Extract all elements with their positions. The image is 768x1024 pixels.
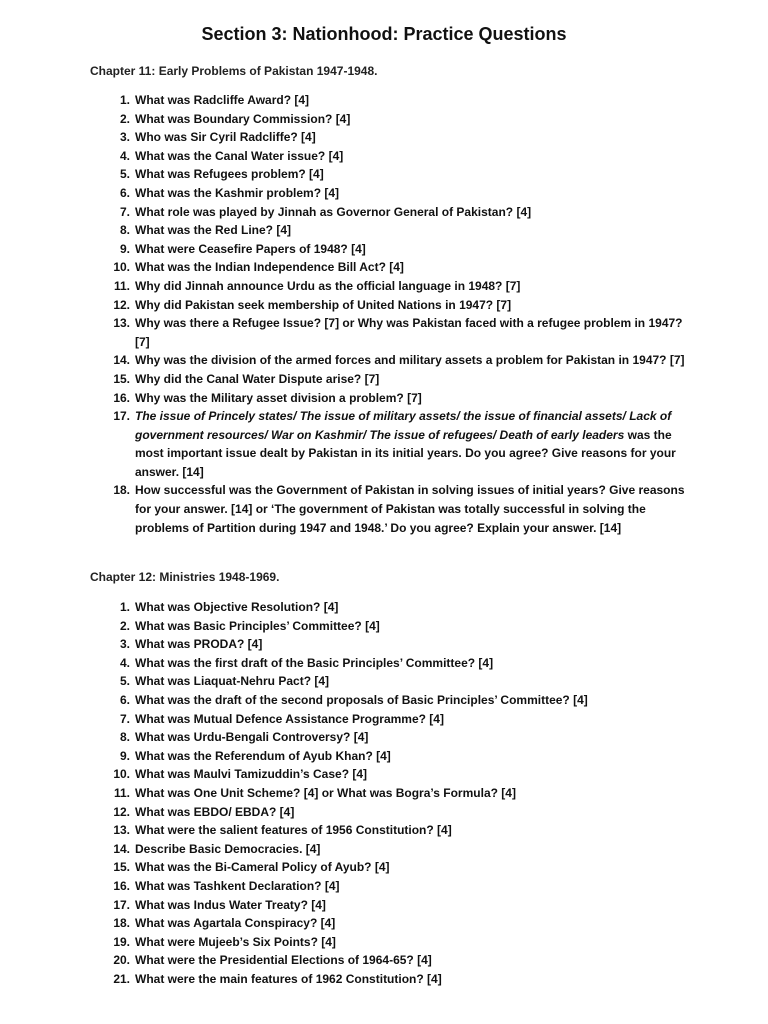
- question-item: [90, 691, 690, 710]
- question-item: [90, 896, 690, 915]
- question-text: What role was played by Jinnah as Governor General of Pakistan? [4]: [135, 204, 532, 219]
- question-number: 15.: [113, 371, 130, 386]
- question-item: [90, 407, 690, 481]
- question-text: What was the Referendum of Ayub Khan? [4]: [135, 748, 391, 763]
- question-text: What was the Indian Independence Bill Act? [4]: [135, 260, 404, 275]
- question-text: What was PRODA? [4]: [135, 637, 263, 652]
- question-number: 9.: [119, 748, 130, 763]
- question-item: [90, 635, 690, 654]
- question-number: 20.: [113, 953, 130, 968]
- question-item: [90, 296, 690, 315]
- question-text: What was the Bi-Cameral Policy of Ayub? [4]: [135, 860, 390, 875]
- question-number: 3.: [119, 637, 130, 652]
- chapter-12-heading: Chapter 12: Ministries 1948-1969.: [90, 570, 280, 584]
- question-text: What was One Unit Scheme? [4] or What was Bogra’s Formula? [4]: [135, 785, 516, 800]
- question-text: What was the Canal Water issue? [4]: [135, 148, 344, 163]
- question-item: [90, 147, 690, 166]
- question-text: What were Mujeeb’s Six Points? [4]: [135, 934, 336, 949]
- question-item: [90, 672, 690, 691]
- chapter-11-question-list: [90, 91, 690, 537]
- chapter-11-heading: Chapter 11: Early Problems of Pakistan 1947-1948.: [90, 64, 378, 78]
- chapter-12-question-list: [90, 598, 690, 988]
- question-number: 13.: [113, 316, 130, 331]
- question-text: What were the salient features of 1956 Constitution? [4]: [135, 823, 452, 838]
- question-number: 17.: [113, 409, 130, 424]
- question-number: 6.: [119, 692, 130, 707]
- question-text: Why was the Military asset division a problem? [7]: [135, 390, 422, 405]
- question-text: What was the Kashmir problem? [4]: [135, 185, 340, 200]
- question-text: What was Radcliffe Award? [4]: [135, 93, 310, 107]
- question-item: [90, 184, 690, 203]
- question-item: [90, 277, 690, 296]
- question-item: [90, 617, 690, 636]
- question-number: 16.: [113, 390, 130, 405]
- question-number: 19.: [113, 934, 130, 949]
- question-item: [90, 840, 690, 859]
- question-text: was the most important issue dealt by Pakistan in its initial years. Do you agree? Give reasons for your answer. [14]: [135, 427, 676, 479]
- question-number: 2.: [119, 111, 130, 126]
- question-item: [90, 240, 690, 259]
- question-number: 10.: [113, 767, 130, 782]
- question-text: Who was Sir Cyril Radcliffe? [4]: [135, 130, 316, 145]
- question-item: [90, 481, 690, 537]
- question-text: What was Agartala Conspiracy? [4]: [135, 916, 336, 931]
- question-text: What was Mutual Defence Assistance Programme? [4]: [135, 711, 444, 726]
- question-item: [90, 165, 690, 184]
- question-item: [90, 314, 690, 351]
- question-number: 18.: [113, 916, 130, 931]
- question-item: [90, 728, 690, 747]
- question-item: [90, 765, 690, 784]
- question-item: [90, 914, 690, 933]
- question-text: What was Basic Principles’ Committee? [4]: [135, 618, 380, 633]
- question-item: [90, 654, 690, 673]
- question-number: 7.: [119, 204, 130, 219]
- question-text: What was Liaquat-Nehru Pact? [4]: [135, 674, 330, 689]
- question-item: [90, 821, 690, 840]
- question-number: 4.: [119, 148, 130, 163]
- question-text: What were Ceasefire Papers of 1948? [4]: [135, 241, 366, 256]
- question-item: [90, 128, 690, 147]
- question-item: [90, 877, 690, 896]
- question-number: 10.: [113, 260, 130, 275]
- question-number: 1.: [119, 600, 130, 614]
- question-text: Why was there a Refugee Issue? [7] or Why was Pakistan faced with a refugee problem in 1947? [7]: [135, 316, 683, 349]
- question-number: 4.: [119, 655, 130, 670]
- question-text: What was Urdu-Bengali Controversy? [4]: [135, 730, 369, 745]
- question-number: 21.: [113, 971, 130, 986]
- question-item: [90, 858, 690, 877]
- question-text: What was Objective Resolution? [4]: [135, 600, 339, 614]
- question-number: 8.: [119, 223, 130, 238]
- question-number: 1.: [119, 93, 130, 107]
- question-item: [90, 598, 690, 617]
- question-number: 6.: [119, 185, 130, 200]
- question-item: [90, 389, 690, 408]
- question-item: [90, 351, 690, 370]
- question-text: Why did Pakistan seek membership of United Nations in 1947? [7]: [135, 297, 512, 312]
- question-item: [90, 803, 690, 822]
- question-number: 16.: [113, 878, 130, 893]
- question-text: What was Indus Water Treaty? [4]: [135, 897, 326, 912]
- question-item: [90, 970, 690, 989]
- question-number: 8.: [119, 730, 130, 745]
- question-text: What was Tashkent Declaration? [4]: [135, 878, 340, 893]
- question-text: Why was the division of the armed forces and military assets a problem for Pakistan in 1947? [7]: [135, 353, 685, 368]
- question-item: [90, 933, 690, 952]
- question-text: What was EBDO/ EBDA? [4]: [135, 804, 295, 819]
- question-text: How successful was the Government of Pakistan in solving issues of initial years? Give reasons for your answer. [14] or ‘The government of Pakistan was totally successful in solving the problems of Partition during 1947 and 1948.’ Do you agree? Explain your answer. [14]: [135, 483, 685, 535]
- question-number: 11.: [113, 278, 130, 293]
- question-number: 3.: [119, 130, 130, 145]
- question-text: Why did the Canal Water Dispute arise? [7]: [135, 371, 380, 386]
- question-number: 9.: [119, 241, 130, 256]
- question-text: Why did Jinnah announce Urdu as the official language in 1948? [7]: [135, 278, 521, 293]
- question-number: 13.: [113, 823, 130, 838]
- question-number: 12.: [113, 804, 130, 819]
- question-text: What were the Presidential Elections of 1964-65? [4]: [135, 953, 432, 968]
- question-item: [90, 951, 690, 970]
- question-text: What was Boundary Commission? [4]: [135, 111, 351, 126]
- question-item: [90, 203, 690, 222]
- question-text: What was the draft of the second proposals of Basic Principles’ Committee? [4]: [135, 692, 588, 707]
- question-text: Describe Basic Democracies. [4]: [135, 841, 321, 856]
- question-number: 12.: [113, 297, 130, 312]
- question-number: 14.: [113, 841, 130, 856]
- question-item: [90, 258, 690, 277]
- question-item: [90, 110, 690, 129]
- question-italic-text: The issue of Princely states/ The issue of military assets/ the issue of financial assets/ Lack of government resources/ War on Kashmir/ The issue of refugees/ Death of early leaders: [135, 409, 672, 442]
- question-item: [90, 784, 690, 803]
- question-number: 14.: [113, 353, 130, 368]
- question-number: 17.: [113, 897, 130, 912]
- question-text: What was the first draft of the Basic Principles’ Committee? [4]: [135, 655, 494, 670]
- question-item: [90, 710, 690, 729]
- question-item: [90, 370, 690, 389]
- question-number: 2.: [119, 618, 130, 633]
- question-number: 7.: [119, 711, 130, 726]
- question-number: 15.: [113, 860, 130, 875]
- page-title: Section 3: Nationhood: Practice Questions: [201, 24, 567, 44]
- question-number: 5.: [119, 167, 130, 182]
- question-number: 18.: [113, 483, 130, 498]
- question-item: [90, 747, 690, 766]
- question-item: [90, 91, 690, 110]
- question-number: 11.: [113, 785, 130, 800]
- question-item: [90, 221, 690, 240]
- question-text: What was Maulvi Tamizuddin’s Case? [4]: [135, 767, 368, 782]
- question-text: What was the Red Line? [4]: [135, 223, 292, 238]
- question-number: 5.: [119, 674, 130, 689]
- question-text: What were the main features of 1962 Constitution? [4]: [135, 971, 442, 986]
- question-text: What was Refugees problem? [4]: [135, 167, 324, 182]
